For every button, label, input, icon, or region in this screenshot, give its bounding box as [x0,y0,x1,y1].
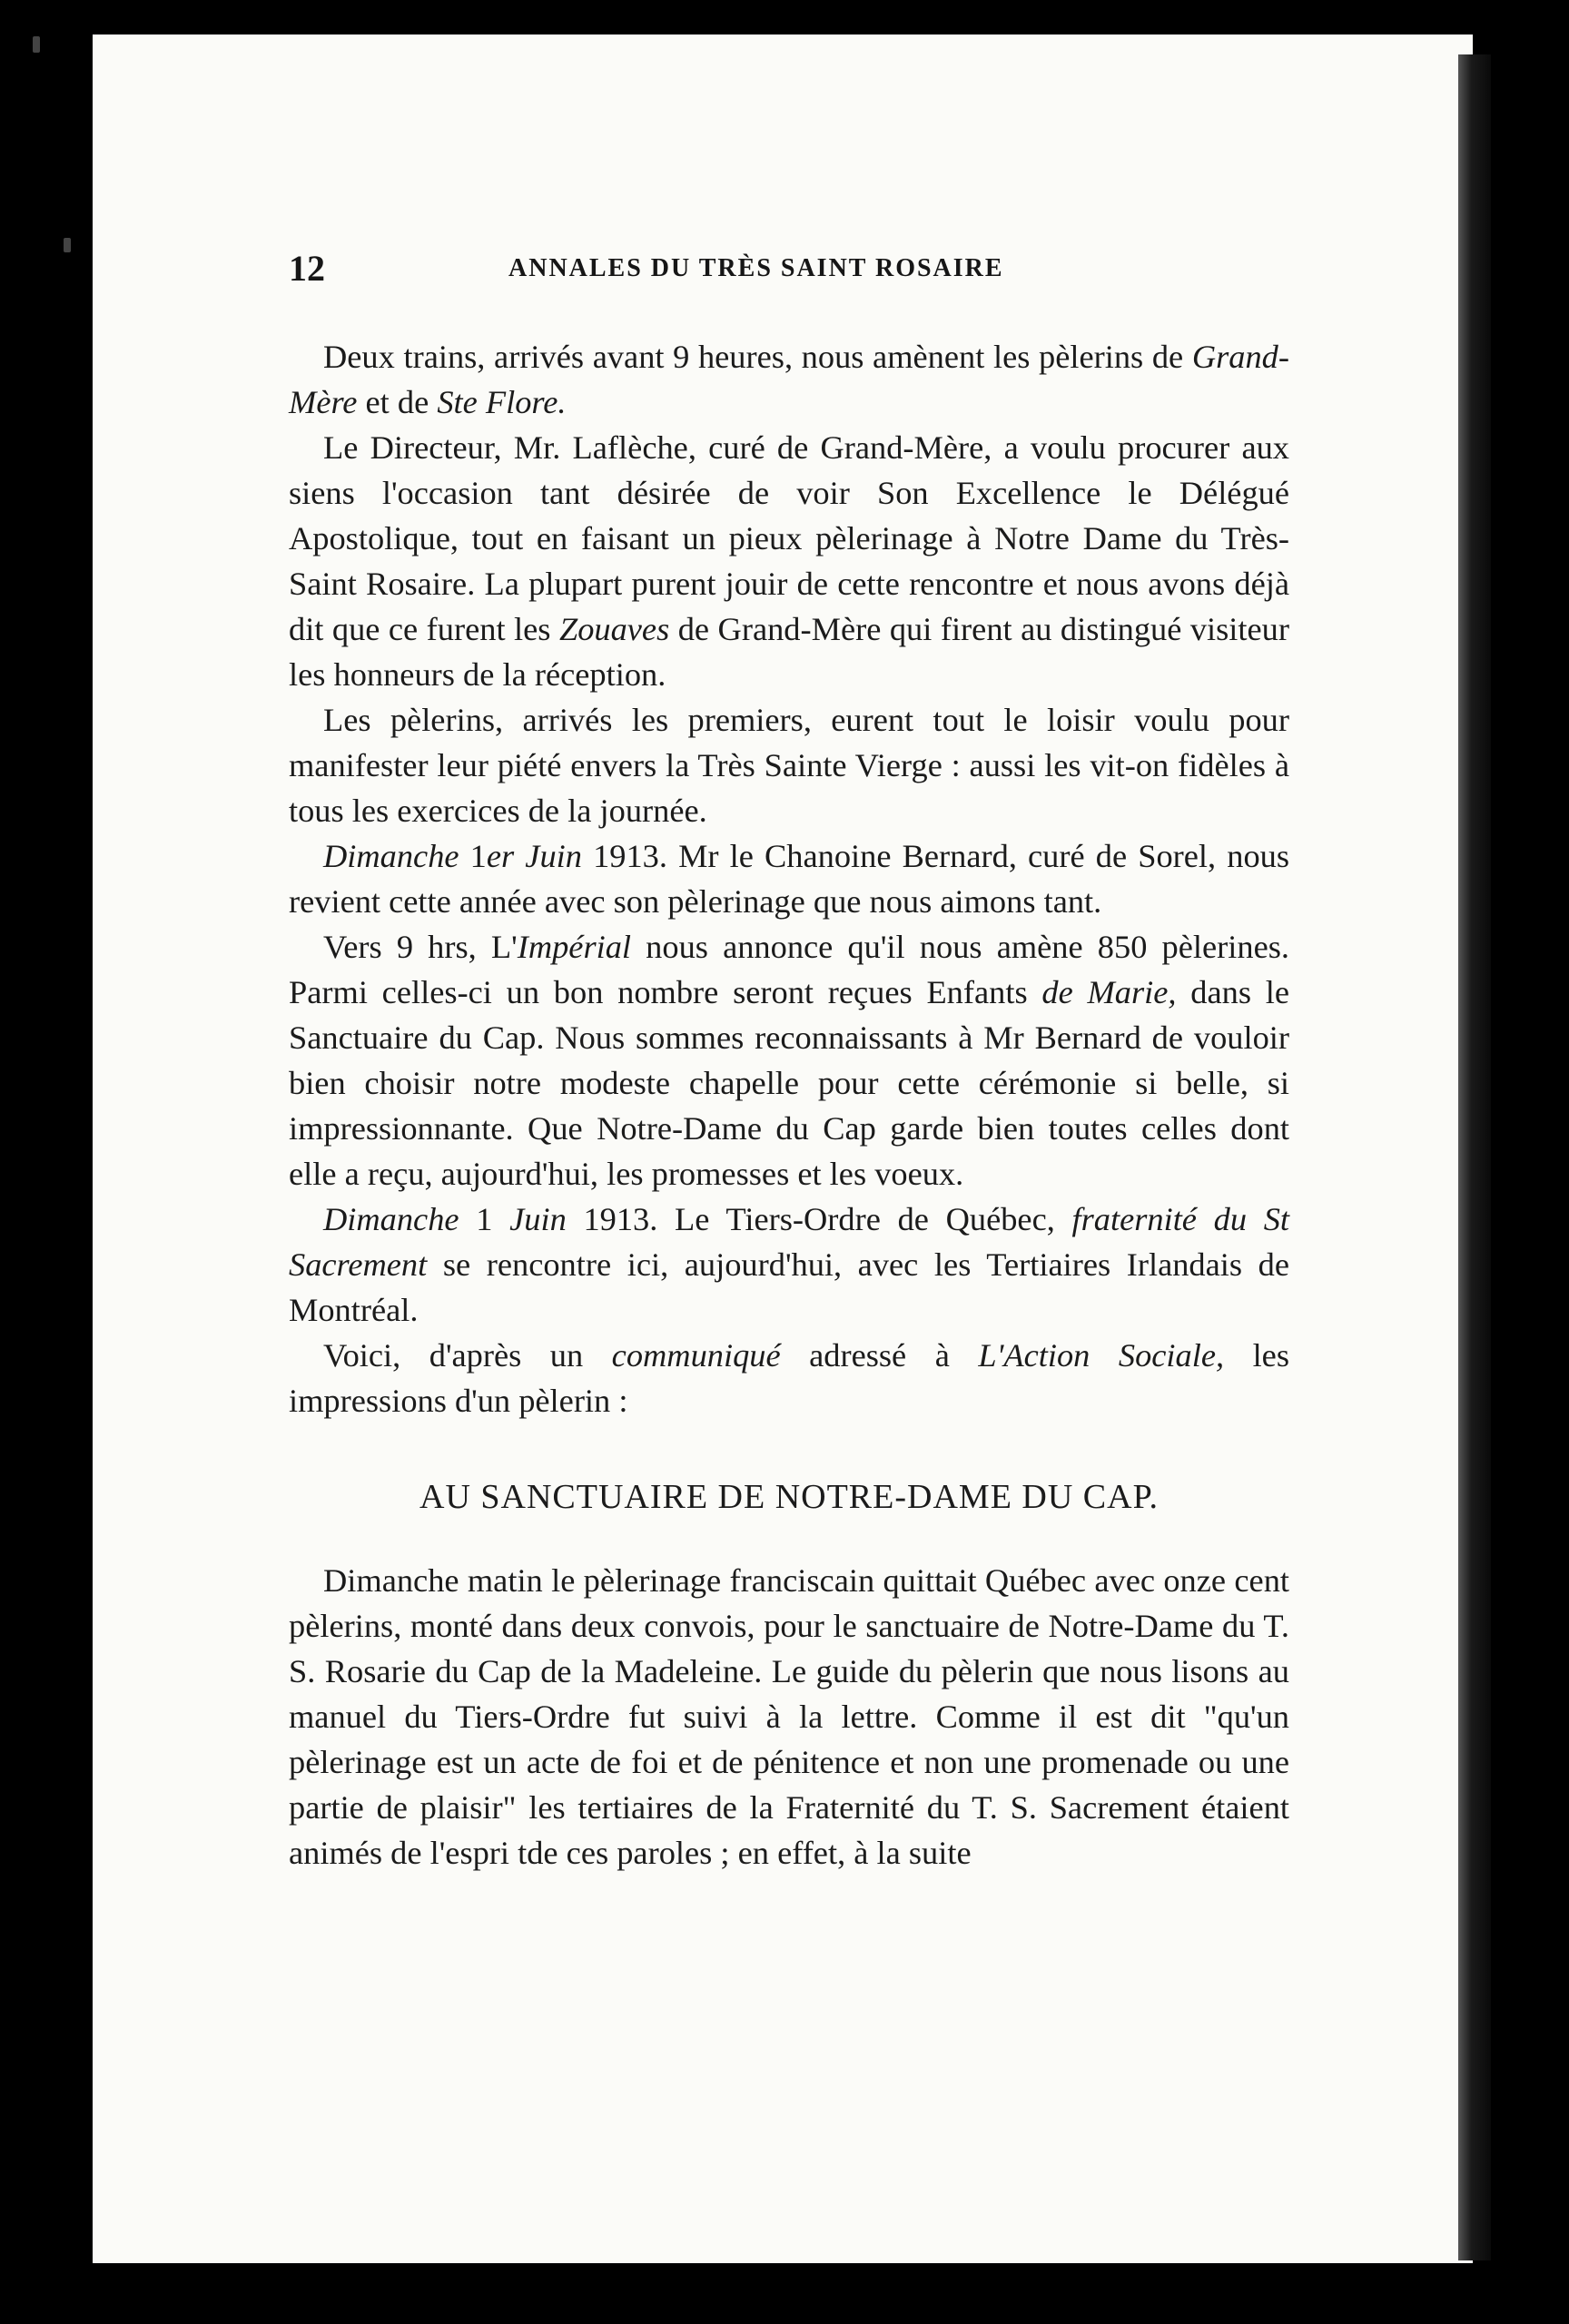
paragraph [289,334,1289,425]
italic-run: Juin [509,1201,567,1237]
italic-run: er Juin [486,838,582,874]
text-run: de Grand-Mère qui firent au distingué visiteur les honneurs de la réception. [289,611,1289,693]
paragraph [289,1196,1289,1333]
book-spine [1458,54,1491,2260]
text-run: dans le Sanctuaire du Cap. Nous sommes reconnaissants à Mr Bernard de vouloir bien choisir notre modeste chapelle pour cette cérémonie si belle, si impressionnante. Que Notre-Dame du Cap garde bien toutes celles dont elle a reçu, aujourd'hui, les promesses et les voeux. [289,974,1289,1192]
italic-run: Grand-Mère [289,339,1289,420]
text-run: adressé à [780,1337,979,1374]
italic-run: L'Action Sociale, [978,1337,1225,1374]
body-text [289,334,1289,1876]
text-run: Le Directeur, Mr. Laflèche, curé de Grand-Mère, a voulu procurer aux siens l'occasion tant désirée de voir Son Excellence le Délégué Apostolique, tout en faisant un pieux pèlerinage à Notre Dame du Très-Saint Rosaire. La plupart purent jouir de cette rencontre et nous avons déjà dit que ce furent les [289,429,1289,647]
paragraph [289,833,1289,924]
page-header [200,247,1308,301]
paragraph [289,1333,1289,1423]
italic-run: Dimanche [323,838,459,874]
italic-run: Impérial [517,929,632,965]
scan-edge-mark [33,36,40,53]
text-run: 1913. Le Tiers-Ordre de Québec, [566,1201,1072,1237]
section-title: AU SANCTUAIRE DE NOTRE-DAME DU CAP. [419,1478,1159,1516]
running-head: ANNALES DU TRÈS SAINT ROSAIRE [508,254,1004,282]
text-run: se rencontre ici, aujourd'hui, avec les Tertiaires Irlandais de Montréal. [289,1246,1289,1328]
text-run: et de [357,384,438,420]
text-run: Deux trains, arrivés avant 9 heures, nous amènent les pèlerins de [323,339,1192,375]
paragraph [289,924,1289,1196]
paragraph [289,697,1289,833]
page-number: 12 [289,248,325,289]
text-run: Dimanche matin le pèlerinage franciscain quittait Québec avec onze cent pèlerins, monté dans deux convois, pour le sanctuaire de Notre-Dame du T. S. Rosarie du Cap de la Madeleine. Le guide du pèlerin que nous lisons au manuel du Tiers-Ordre fut suivi à la lettre. Comme il est dit "qu'un pèlerinage est un acte de foi et de pénitence et non une promenade ou une partie de plaisir" les tertiaires de la Fraternité du T. S. Sacrement étaient animés de l'espri tde ces paroles ; en effet, à la suite [289,1562,1289,1871]
paragraph [289,425,1289,697]
text-run: les impressions d'un pèlerin : [289,1337,1289,1419]
text-run: Les pèlerins, arrivés les premiers, eurent tout le loisir voulu pour manifester leur piété envers la Très Sainte Vierge : aussi les vit-on fidèles à tous les exercices de la journée. [289,702,1289,829]
text-run: Vers 9 hrs, L' [323,929,518,965]
text-run: Voici, d'après un [323,1337,612,1374]
text-run: 1913. Mr le Chanoine Bernard, curé de Sorel, nous revient cette année avec son pèlerinage que nous aimons tant. [289,838,1289,920]
italic-run: Dimanche [323,1201,459,1237]
italic-run: communiqué [611,1337,781,1374]
text-run: nous annonce qu'il nous amène 850 pèlerines. Parmi celles-ci un bon nombre seront reçues Enfants [289,929,1289,1010]
paragraph [289,1558,1289,1876]
text-run: 1 [459,838,487,874]
italic-run: Zouaves [558,611,670,647]
italic-run: Ste Flore. [437,384,567,420]
italic-run: de Marie, [1041,974,1177,1010]
italic-run: fraternité du St Sacrement [289,1201,1290,1283]
text-run: 1 [459,1201,510,1237]
scan-edge-mark [64,238,71,252]
